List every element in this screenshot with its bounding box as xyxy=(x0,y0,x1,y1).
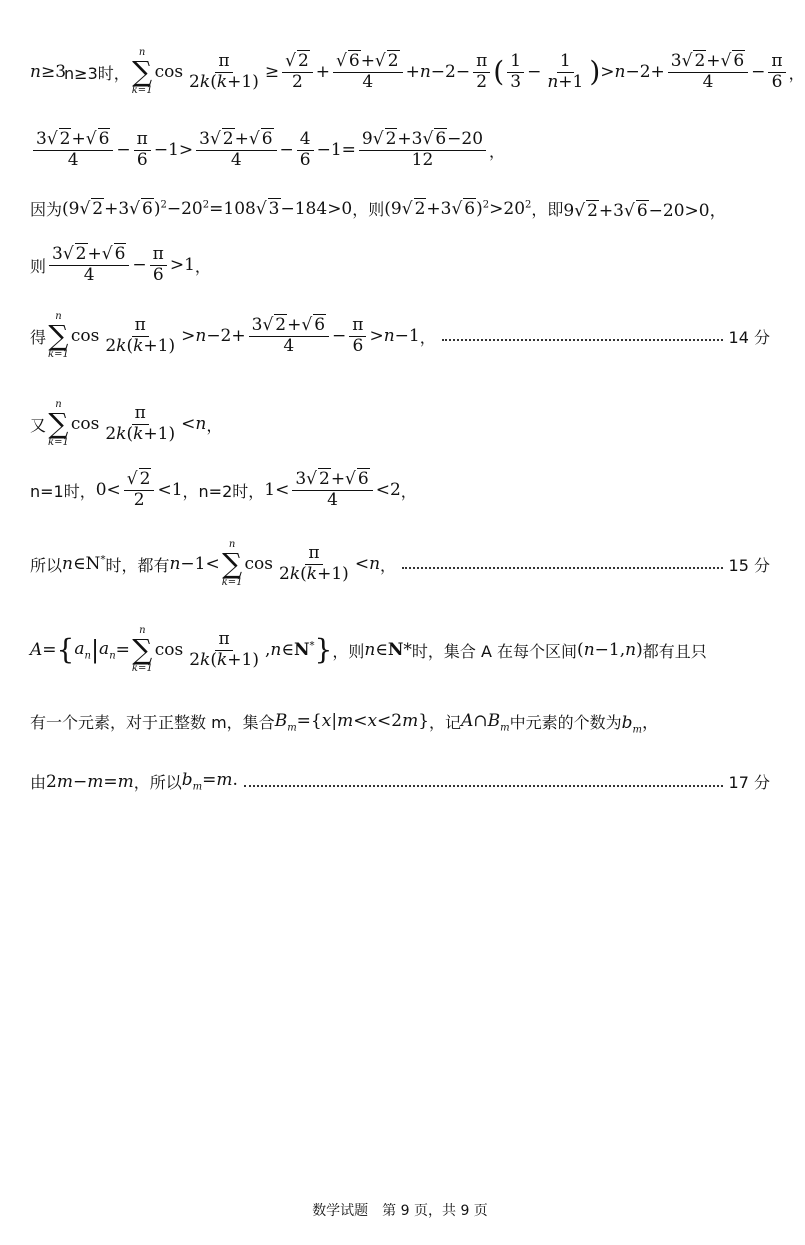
line-10: 有一个元素，对于正整数 m，集合 $B_m=\{x|m<x<2m\}$ ，记 $A\cap B_m$ 中元素的个数为 $b_m$， xyxy=(30,710,659,736)
text-only: 都有且只 xyxy=(642,641,707,661)
text-from: 由 xyxy=(30,773,47,792)
text-because: 因为 xyxy=(30,200,63,219)
line-11: 由 2m−m=m ，所以 $b_m=m$. 17 分 xyxy=(30,770,770,793)
line-8: 所以 n∈N* 时，都有 n−1< n ∑ k=1 cos $\frac{\pi}{2k(k+1)}$ <n ， 15 分 xyxy=(30,539,770,588)
text-n2: ，n=2时， xyxy=(182,481,265,501)
text-n1: n=1时， xyxy=(30,481,96,501)
text-namely: ，即 xyxy=(531,200,564,219)
text-then: ，则 xyxy=(352,200,385,219)
line-2: $\frac{3√ 2+√ 6}{4}$ − $\frac{\pi}{6}$ −1> $\frac{3√ 2+√ 6}{4}$ − $\frac{4}{6}$ −1= $\frac{9√ 2+3√ 6-20}{12}$ ， xyxy=(30,130,770,170)
text-so: 所以 xyxy=(30,555,63,575)
text-interval: 时，集合 A 在每个区间 xyxy=(411,641,578,661)
text-also: 又 xyxy=(30,415,47,435)
dot-leader xyxy=(402,567,723,569)
score-14: 14 分 xyxy=(728,327,770,347)
sum-symbol: n ∑ k=1 xyxy=(131,47,153,96)
text-one-element: 有一个元素，对于正整数 m，集合 xyxy=(30,713,275,733)
line-5: 得 n ∑ k=1 cos $\frac{\pi}{2k(k+1)}$ >n−2+ $\frac{3√ 2+√ 6}{4}$ − $\frac{\pi}{6}$ >n−1 ， 14 分 xyxy=(30,311,770,360)
line-7: n=1时， 0< $\frac{√ 2}{2}$ <1 ，n=2时， 1< $\frac{3√ 2+√ 6}{4}$ <2 ， xyxy=(30,469,417,510)
text-when: n≥3时， xyxy=(64,63,130,83)
score-15: 15 分 xyxy=(728,555,770,575)
text-then-2: 则 xyxy=(30,256,47,276)
text-denote: ，记 xyxy=(429,713,462,733)
text-so-2: ，所以 xyxy=(133,773,182,792)
line-6: 又 n ∑ k=1 cos $\frac{\pi}{2k(k+1)}$ <n ， xyxy=(30,399,223,448)
dot-leader xyxy=(442,339,723,341)
text-then-3: ，则 xyxy=(332,641,365,661)
text-count: 中元素的个数为 xyxy=(509,713,622,733)
page-footer: 数学试题 第 9 页，共 9 页 xyxy=(312,1203,488,1219)
text-get: 得 xyxy=(30,327,47,347)
text-all-have: 时，都有 xyxy=(105,555,170,575)
dot-leader xyxy=(244,785,723,787)
line-9: A = { $a_n$ | $a_n$ = n ∑ k=1 cos $\frac{\pi}{2k(k+1)}$ ,n∈N* } ，则 n∈N* 时，集合 A 在每个区间 (n−1,n) 都有且只 xyxy=(30,625,707,674)
line-1: n ≥3 n≥3时， n ∑ k=1 cos $\frac{\pi}{2k(k+1)}$ ≥ $\frac{√ 2}{2}$ + $\frac{√ 6+√ 2}{4}$ +n−2− $\frac{\pi}{2}$ ( $\frac{1}{3}$ − $\frac{1}{n+1}$ ) >n−2+ $\frac{3√ 2+√ 6}{4}$ − $\frac{\pi}{6}$ ， xyxy=(30,47,805,96)
line-4: 则 $\frac{3√ 2+√ 6}{4}$ − $\frac{\pi}{6}$ >1 ， xyxy=(30,244,211,285)
score-17: 17 分 xyxy=(728,773,770,792)
line-3: 因为 (9√ 2+3√ $6)^2-20^2=108√$ 3−184>0 ，则 (9√ 2+3√ $6)^2>20^2$ ，即 9√ 2+3√ 6−20>0， xyxy=(30,198,727,221)
